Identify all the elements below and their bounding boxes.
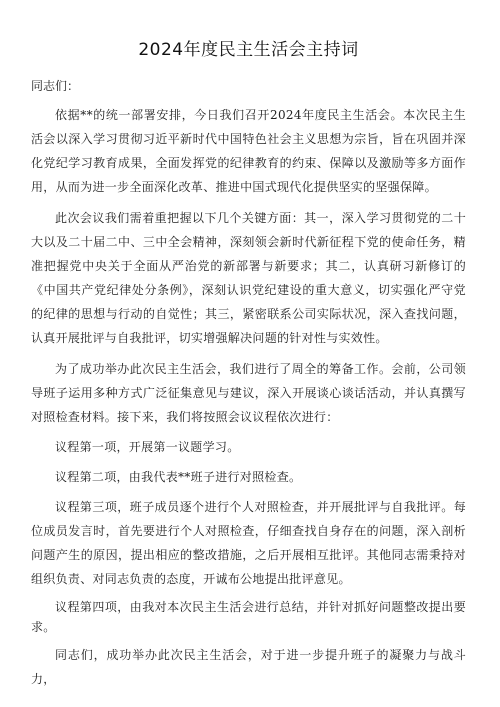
agenda-item-1: 议程第一项，开展第一议题学习。 [55, 440, 240, 454]
agenda-item-4: 议程第四项，由我对本次民主生活会进行总结，并针对抓好问题整改提出要求。 [31, 600, 466, 634]
paragraph-preparation: 为了成功举办此次民主生活会，我们进行了周全的筹备工作。会前，公司领导班子运用多种方式广泛征集意见与建议，深入开展谈心谈话活动，并认真撰写对照检查材料。接下来，我们将按照会议议程依次进行： [31, 362, 466, 424]
agenda-item-3: 议程第三项，班子成员逐个进行个人对照检查，并开展批评与自我批评。每位成员发言时，首先要进行个人对照检查，仔细查找自身存在的问题，深入剖析问题产生的原因，提出相应的整改措施，之后开展相互批评。其他同志需秉持对组织负责、对同志负责的态度，开诚布公地提出批评意见。 [31, 500, 466, 586]
paragraph-intro: 依据**的统一部署安排，今日我们召开2024年度民主生活会。本次民主生活会以深入学习贯彻习近平新时代中国特色社会主义思想为宗旨，旨在巩固并深化党纪学习教育成果，全面发挥党的纪律教育的约束、保障以及激励等多方面作用，从而为进一步全面深化改革、推进中国式现代化提供坚实的坚强保障。 [31, 108, 466, 194]
document-title: 2024年度民主生活会主持词 [138, 40, 359, 60]
salutation: 同志们： [31, 79, 80, 93]
paragraph-key-points: 此次会议我们需着重把握以下几个关键方面：其一，深入学习贯彻党的二十大以及二十届二中、三中全会精神，深刻领会新时代新征程下党的使命任务，精准把握党中央关于全面从严治党的新部署与新要求；其二，认真研习新修订的《中国共产党纪律处分条例》，深刻认识党纪建设的重大意义，切实强化严守党的纪律的思想与行动的自觉性；其三，紧密联系公司实际状况，深入查找问题，认真开展批评与自我批评，切实增强解决问题的针对性与实效性。 [31, 211, 466, 345]
agenda-item-2: 议程第二项，由我代表**班子进行对照检查。 [55, 470, 302, 484]
paragraph-closing: 同志们，成功举办此次民主生活会，对于进一步提升班子的凝聚力与战斗力， [31, 648, 466, 686]
